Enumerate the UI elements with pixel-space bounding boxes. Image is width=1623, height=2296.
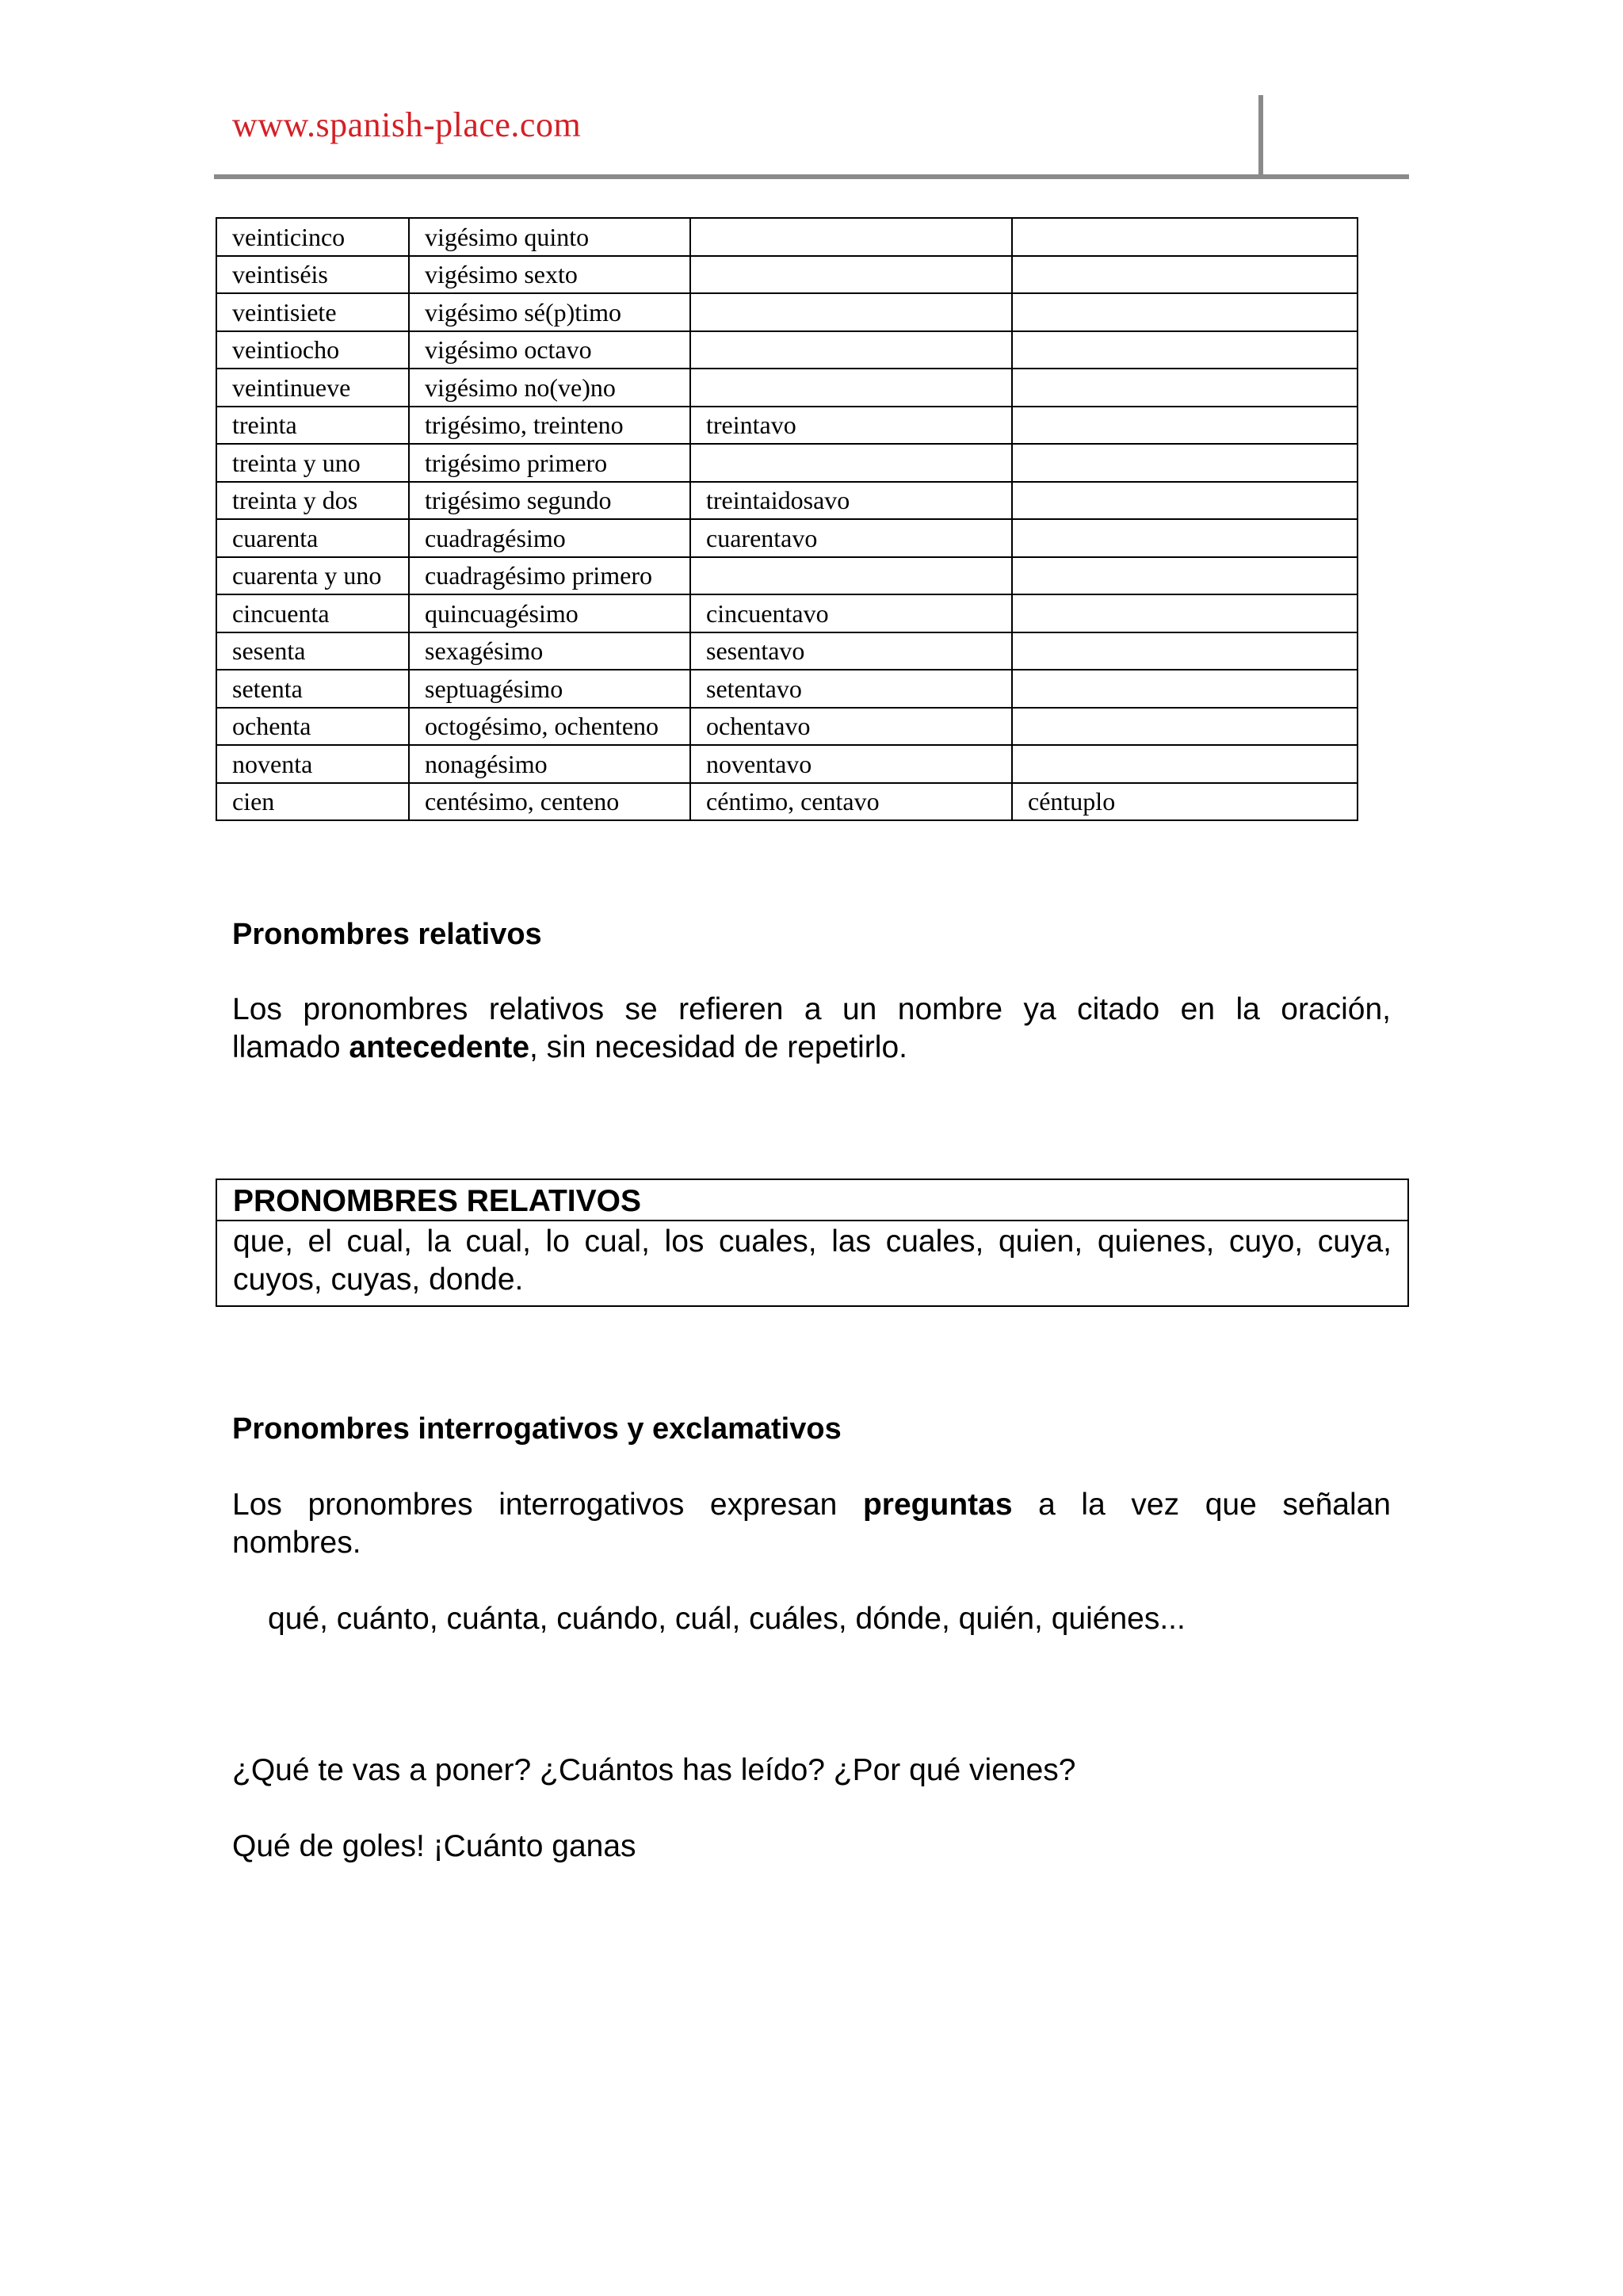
table-cell: treintaidosavo [690,482,1012,520]
table-cell: noventa [216,745,409,783]
table-cell: sexagésimo [409,632,690,670]
interrogativos-list: qué, cuánto, cuánta, cuándo, cuál, cuáles, dónde, quién, quiénes... [268,1602,1186,1636]
numerals-table-body [216,218,1358,820]
table-cell: septuagésimo [409,670,690,708]
table-cell [1012,670,1358,708]
table-row [216,519,1358,557]
table-row [216,256,1358,294]
example-exclamations: Qué de goles! ¡Cuánto ganas [232,1829,636,1863]
table-cell: cuarenta [216,519,409,557]
table-cell: cuadragésimo primero [409,557,690,595]
table-cell: céntuplo [1012,783,1358,821]
table-row [216,407,1358,445]
interrogativos-paragraph [232,1486,1391,1562]
table-cell [1012,407,1358,445]
table-cell [690,369,1012,407]
relativos-box-title: PRONOMBRES RELATIVOS [217,1180,1407,1221]
text-run: llamado [232,1030,349,1064]
table-cell [1012,218,1358,256]
table-cell [1012,331,1358,369]
relativos-paragraph-line2 [232,1030,907,1064]
table-row [216,444,1358,482]
header-vertical-divider [1258,95,1263,174]
site-url[interactable]: www.spanish-place.com [232,105,582,144]
table-row [216,331,1358,369]
table-cell: nonagésimo [409,745,690,783]
table-row [216,594,1358,632]
numerals-table [216,217,1358,821]
relativos-box-line2: cuyos, cuyas, donde. [233,1263,524,1297]
preguntas-bold: preguntas [862,1488,1013,1522]
table-cell: vigésimo quinto [409,218,690,256]
table-row [216,708,1358,746]
table-cell [690,256,1012,294]
table-cell: treinta [216,407,409,445]
table-cell: trigésimo primero [409,444,690,482]
antecedente-bold: antecedente [349,1030,530,1064]
table-cell: trigésimo, treinteno [409,407,690,445]
table-cell: treinta y dos [216,482,409,520]
table-cell: vigésimo sé(p)timo [409,293,690,331]
text-run: a la vez que señalan [1012,1488,1391,1522]
table-cell: veintisiete [216,293,409,331]
table-cell: vigésimo octavo [409,331,690,369]
table-row [216,670,1358,708]
table-row [216,783,1358,821]
table-row [216,745,1358,783]
table-row [216,482,1358,520]
table-cell [1012,369,1358,407]
table-cell [1012,519,1358,557]
header-horizontal-rule [214,174,1409,179]
table-row [216,632,1358,670]
relativos-paragraph-line1: Los pronombres relativos se refieren a un nombre ya citado en la oración, [232,992,1391,1026]
text-run: Los pronombres interrogativos expresan [232,1488,863,1522]
relativos-heading: Pronombres relativos [232,918,542,951]
table-cell [690,218,1012,256]
table-cell: treintavo [690,407,1012,445]
table-cell: veintiséis [216,256,409,294]
relativos-box-line1: que, el cual, la cual, lo cual, los cuales, las cuales, quien, quienes, cuyo, cuya, [233,1224,1392,1259]
table-cell: centésimo, centeno [409,783,690,821]
table-cell [1012,745,1358,783]
table-cell: treinta y uno [216,444,409,482]
relativos-box [216,1179,1409,1307]
table-cell: veintiocho [216,331,409,369]
table-cell: veinticinco [216,218,409,256]
table-cell: vigésimo no(ve)no [409,369,690,407]
table-cell: cincuentavo [690,594,1012,632]
table-cell: trigésimo segundo [409,482,690,520]
interrogativos-heading: Pronombres interrogativos y exclamativos [232,1412,842,1446]
table-cell [690,293,1012,331]
table-row [216,369,1358,407]
relativos-box-body [217,1221,1407,1305]
table-cell: sesenta [216,632,409,670]
table-cell: veintinueve [216,369,409,407]
table-cell: cuadragésimo [409,519,690,557]
table-cell [1012,708,1358,746]
table-cell [1012,293,1358,331]
table-cell [1012,594,1358,632]
table-cell: quincuagésimo [409,594,690,632]
table-cell [1012,557,1358,595]
table-cell [690,557,1012,595]
table-row [216,557,1358,595]
table-cell: cuarenta y uno [216,557,409,595]
table-cell [1012,482,1358,520]
table-cell: octogésimo, ochenteno [409,708,690,746]
table-cell [1012,444,1358,482]
table-cell: ochentavo [690,708,1012,746]
table-cell: noventavo [690,745,1012,783]
table-cell: sesentavo [690,632,1012,670]
table-cell [1012,632,1358,670]
table-cell: cincuenta [216,594,409,632]
table-cell: cien [216,783,409,821]
table-row [216,293,1358,331]
interrogativos-paragraph-line2: nombres. [232,1526,361,1560]
example-questions: ¿Qué te vas a poner? ¿Cuántos has leído? ¿Por qué vienes? [232,1753,1076,1787]
table-cell [690,331,1012,369]
table-cell [690,444,1012,482]
table-row [216,218,1358,256]
table-cell: setentavo [690,670,1012,708]
table-cell: cuarentavo [690,519,1012,557]
table-cell: setenta [216,670,409,708]
table-cell [1012,256,1358,294]
text-run: , sin necesidad de repetirlo. [529,1030,907,1064]
table-cell: vigésimo sexto [409,256,690,294]
relativos-paragraph [232,991,1391,1067]
table-cell: ochenta [216,708,409,746]
table-cell: céntimo, centavo [690,783,1012,821]
interrogativos-paragraph-line1 [232,1486,1391,1524]
